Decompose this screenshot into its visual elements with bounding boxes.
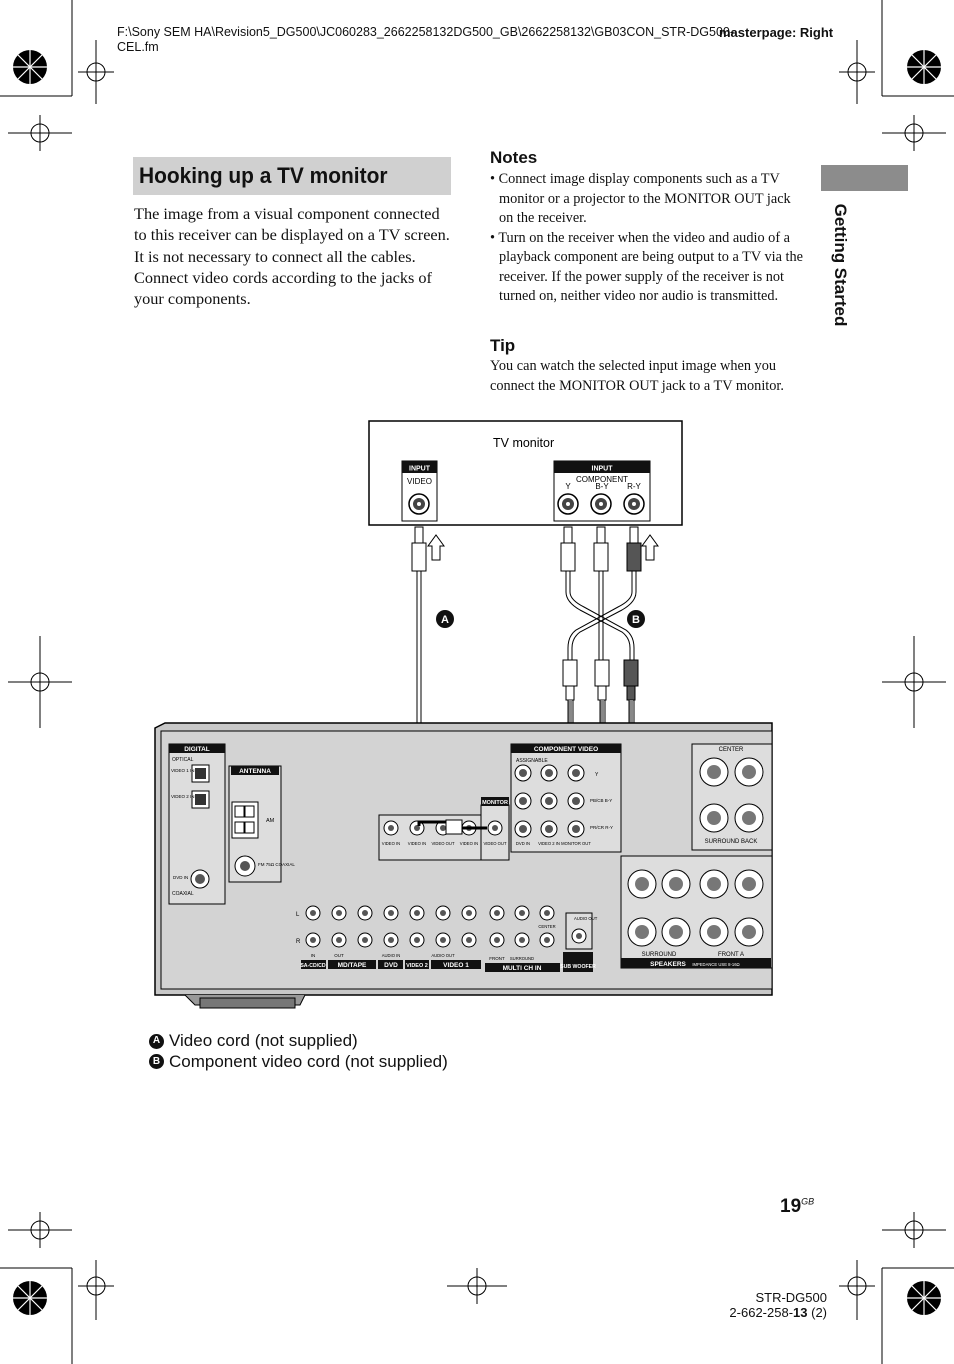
- note-item: • Connect image display components such as a TV monitor or a projector to the MONITOR OUT jack on the receiver.: [490, 170, 808, 229]
- svg-text:FRONT: FRONT: [489, 956, 505, 961]
- svg-text:VIDEO 1 IN: VIDEO 1 IN: [171, 768, 195, 773]
- plug-icon: [412, 527, 641, 571]
- svg-text:MONITOR OUT: MONITOR OUT: [561, 841, 591, 846]
- part-number-suffix: (2): [807, 1305, 827, 1320]
- svg-text:A: A: [441, 614, 449, 626]
- svg-text:DVD IN: DVD IN: [515, 841, 531, 846]
- svg-text:OPTICAL: OPTICAL: [172, 757, 194, 763]
- svg-text:VIDEO IN: VIDEO IN: [381, 841, 401, 846]
- video-in-jack-icon: [409, 494, 429, 514]
- svg-text:ASSIGNABLE: ASSIGNABLE: [516, 758, 548, 764]
- svg-text:IMPEDANCE USE 8-16Ω: IMPEDANCE USE 8-16Ω: [692, 962, 740, 967]
- intro-paragraph: It is not necessary to connect all the cables. Connect video cords according to the jacks of your components.: [134, 246, 432, 309]
- svg-text:VIDEO 2 IN: VIDEO 2 IN: [171, 794, 195, 799]
- svg-text:SUB WOOFER: SUB WOOFER: [560, 964, 596, 970]
- part-number-bold: 13: [793, 1305, 808, 1320]
- svg-text:SPEAKERS: SPEAKERS: [650, 961, 686, 968]
- tip-heading: Tip: [490, 336, 516, 355]
- svg-text:AUDIO IN: AUDIO IN: [381, 953, 401, 958]
- svg-text:DIGITAL: DIGITAL: [184, 746, 210, 753]
- arrow-up-icon: [428, 535, 658, 560]
- model-name: STR-DG500: [755, 1290, 827, 1305]
- masterpage-label: masterpage: Right: [719, 25, 834, 40]
- svg-text:L: L: [296, 912, 300, 918]
- svg-text:INPUT: INPUT: [409, 465, 430, 473]
- tip-text: You can watch the selected input image when you connect the MONITOR OUT jack to a TV monitor.: [490, 358, 784, 394]
- svg-text:DVD: DVD: [384, 962, 398, 969]
- plug-icon: [563, 660, 638, 700]
- model-code: [723, 1290, 827, 1320]
- svg-text:COAXIAL: COAXIAL: [172, 891, 194, 897]
- page-number-suffix: GB: [801, 1196, 815, 1207]
- legend-item: [149, 1052, 448, 1073]
- svg-text:INPUT: INPUT: [591, 465, 613, 473]
- svg-text:SURROUND: SURROUND: [641, 952, 677, 958]
- component-cord-b: [566, 571, 636, 660]
- legend-item: [149, 1031, 448, 1052]
- svg-text:DVD IN: DVD IN: [173, 875, 189, 880]
- svg-text:SURROUND: SURROUND: [509, 956, 535, 961]
- svg-text:IN: IN: [310, 953, 316, 958]
- section-side-label: Getting Started: [831, 203, 850, 327]
- legend-text: Video cord (not supplied): [169, 1031, 358, 1050]
- file-path: F:\Sony SEM HA\Revision5_DG500\JC060283_2662258132DG500_GB\2662258132\GB03CON_STR-DG500-CEL.fm: [117, 25, 735, 54]
- marker-a-icon: A: [149, 1034, 164, 1049]
- svg-text:B-Y: B-Y: [595, 482, 609, 491]
- svg-text:FRONT A: FRONT A: [718, 952, 744, 958]
- page-number-value: 19: [780, 1196, 802, 1217]
- legend-text: Component video cord (not supplied): [169, 1051, 448, 1071]
- svg-text:PB/CB B-Y: PB/CB B-Y: [590, 798, 613, 803]
- svg-text:AM: AM: [266, 818, 275, 824]
- page-title: Hooking up a TV monitor: [139, 163, 388, 188]
- receiver-rear-panel: [155, 723, 772, 1008]
- svg-text:PR/CR R-Y: PR/CR R-Y: [590, 825, 614, 830]
- svg-text:Y: Y: [595, 772, 599, 778]
- svg-text:VIDEO OUT: VIDEO OUT: [431, 841, 455, 846]
- svg-text:VIDEO 1: VIDEO 1: [443, 962, 469, 969]
- svg-text:R-Y: R-Y: [627, 482, 641, 491]
- page-number: [780, 1196, 814, 1218]
- svg-text:SA-CD/CD: SA-CD/CD: [300, 963, 326, 969]
- svg-text:FM 75Ω COAXIAL: FM 75Ω COAXIAL: [258, 862, 295, 867]
- note-item: • Turn on the receiver when the video and audio of a playback component are being output to a TV via the receiver. If the power supply of the receiver is not turned on, neither video nor audio is transmitted.: [490, 229, 808, 307]
- svg-text:VIDEO IN: VIDEO IN: [407, 841, 427, 846]
- svg-text:CENTER: CENTER: [718, 747, 744, 753]
- svg-text:R: R: [296, 939, 301, 945]
- svg-text:MULTI CH IN: MULTI CH IN: [502, 965, 542, 972]
- svg-text:AUDIO OUT: AUDIO OUT: [431, 953, 455, 958]
- marker-a-icon: [436, 610, 454, 628]
- svg-text:VIDEO: VIDEO: [407, 477, 432, 486]
- svg-text:Y: Y: [565, 482, 571, 491]
- svg-text:VIDEO 2: VIDEO 2: [406, 963, 428, 969]
- svg-text:VIDEO IN: VIDEO IN: [459, 841, 479, 846]
- svg-text:OUT: OUT: [334, 953, 344, 958]
- marker-b-icon: B: [149, 1054, 164, 1069]
- part-number-prefix: 2-662-258-: [729, 1305, 794, 1320]
- marker-b-icon: [627, 610, 645, 628]
- intro-paragraph: The image from a visual component connected to this receiver can be displayed on a TV screen.: [134, 204, 450, 245]
- svg-text:ANTENNA: ANTENNA: [239, 768, 271, 775]
- svg-text:MONITOR: MONITOR: [482, 800, 508, 806]
- component-jack-icon: [558, 494, 644, 514]
- svg-text:VIDEO 2 IN: VIDEO 2 IN: [538, 841, 560, 846]
- part-number: [723, 1305, 827, 1320]
- svg-text:SURROUND BACK: SURROUND BACK: [704, 839, 758, 845]
- notes-heading: Notes: [490, 148, 538, 167]
- svg-text:MD/TAPE: MD/TAPE: [337, 962, 367, 969]
- diagram-legend: [149, 1031, 448, 1072]
- svg-text:CENTER: CENTER: [538, 924, 556, 929]
- svg-text:VIDEO OUT: VIDEO OUT: [483, 841, 507, 846]
- tv-monitor-label: TV monitor: [493, 436, 555, 450]
- svg-text:AUDIO OUT: AUDIO OUT: [574, 916, 598, 921]
- svg-text:B: B: [632, 614, 640, 626]
- svg-text:COMPONENT: COMPONENT: [576, 475, 628, 484]
- svg-text:COMPONENT VIDEO: COMPONENT VIDEO: [533, 746, 599, 753]
